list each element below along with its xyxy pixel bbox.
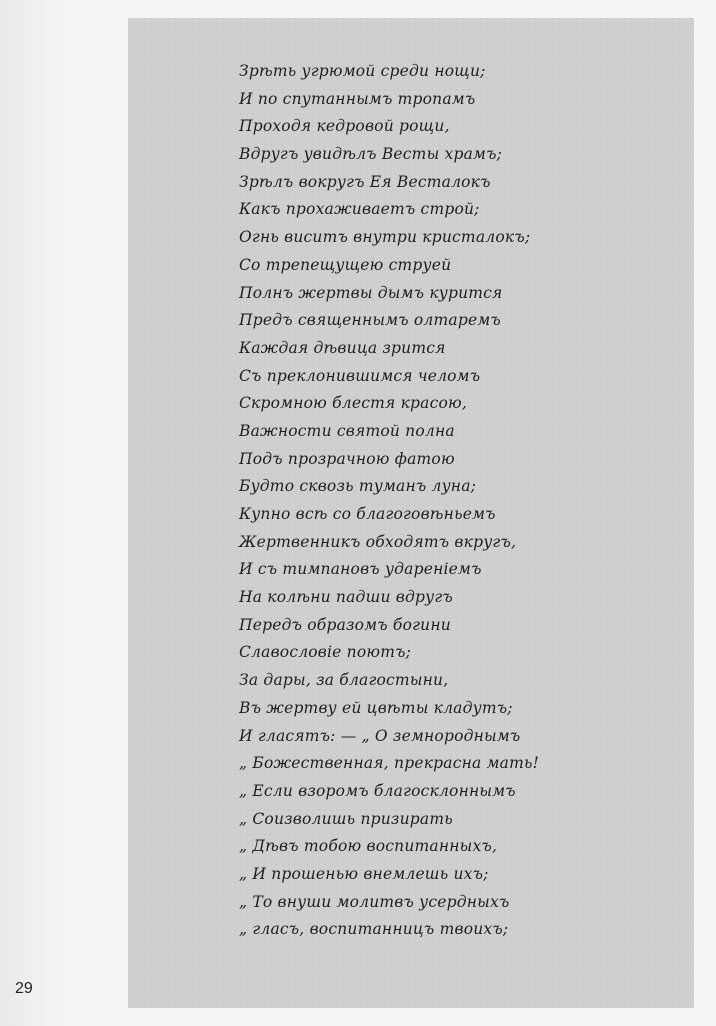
verse-line: Каждая дѣвица зрится (239, 338, 446, 357)
verse-line: Въ жертву ей цвѣты кладутъ; (239, 698, 513, 717)
verse-line: Будто сквозь туманъ луна; (239, 477, 477, 496)
verse-line: Зрѣлъ вокругъ Ея Весталокъ (239, 172, 491, 191)
verse-line: За дары, за благостыни, (239, 671, 449, 690)
verse-block (239, 58, 679, 944)
verse-line: На колѣни падши вдругъ (239, 588, 453, 607)
verse-line: Важности святой полна (239, 421, 455, 440)
verse-line: Со трепещущею струей (239, 255, 452, 274)
verse-line: Купно всѣ со благоговѣньемъ (239, 505, 496, 523)
verse-line: Скромною блестя красою, (239, 394, 468, 413)
verse-line: „ гласъ, воспитанницъ твоихъ; (239, 920, 509, 939)
verse-line: „ И прошенью внемлешь ихъ; (239, 864, 489, 883)
verse-line: Вдругъ увидѣлъ Весты храмъ; (239, 145, 503, 164)
manuscript-sheet (128, 18, 694, 1008)
verse-line: „ Соизволишь призирать (239, 809, 453, 828)
verse-line: Передъ образомъ богини (239, 615, 451, 634)
verse-line: И по спутаннымъ тропамъ (239, 89, 476, 108)
verse-line: Какъ прохаживаетъ строй; (239, 200, 480, 219)
verse-line: „ Если взоромъ благосклоннымъ (239, 781, 516, 800)
verse-line: И съ тимпановъ ударенiемъ (239, 560, 482, 579)
verse-line: „ То внуши молитвъ усердныхъ (239, 892, 510, 911)
verse-line: Полнъ жертвы дымъ курится (239, 283, 503, 302)
verse-line: Огнь виситъ внутри кристалокъ; (239, 228, 531, 247)
verse-line: „ Дѣвъ тобою воспитанныхъ, (239, 837, 498, 856)
book-gutter (0, 0, 60, 1026)
page-number: 29 (15, 980, 33, 997)
verse-line: Славословiе поютъ; (239, 643, 412, 662)
verse-line: Проходя кедровой рощи, (239, 117, 450, 136)
verse-line: Съ преклонившимся челомъ (239, 366, 481, 385)
verse-line: Жертвенникъ обходятъ вкругъ, (239, 532, 517, 551)
verse-line: Предъ священнымъ олтаремъ (239, 311, 501, 330)
verse-line: И гласятъ: — „ О земнороднымъ (239, 726, 521, 745)
verse-line: „ Божественная, прекрасна мать! (239, 754, 540, 773)
verse-line: Подъ прозрачною фатою (239, 449, 455, 468)
verse-line: Зрѣть угрюмой среди нощи; (239, 62, 486, 80)
